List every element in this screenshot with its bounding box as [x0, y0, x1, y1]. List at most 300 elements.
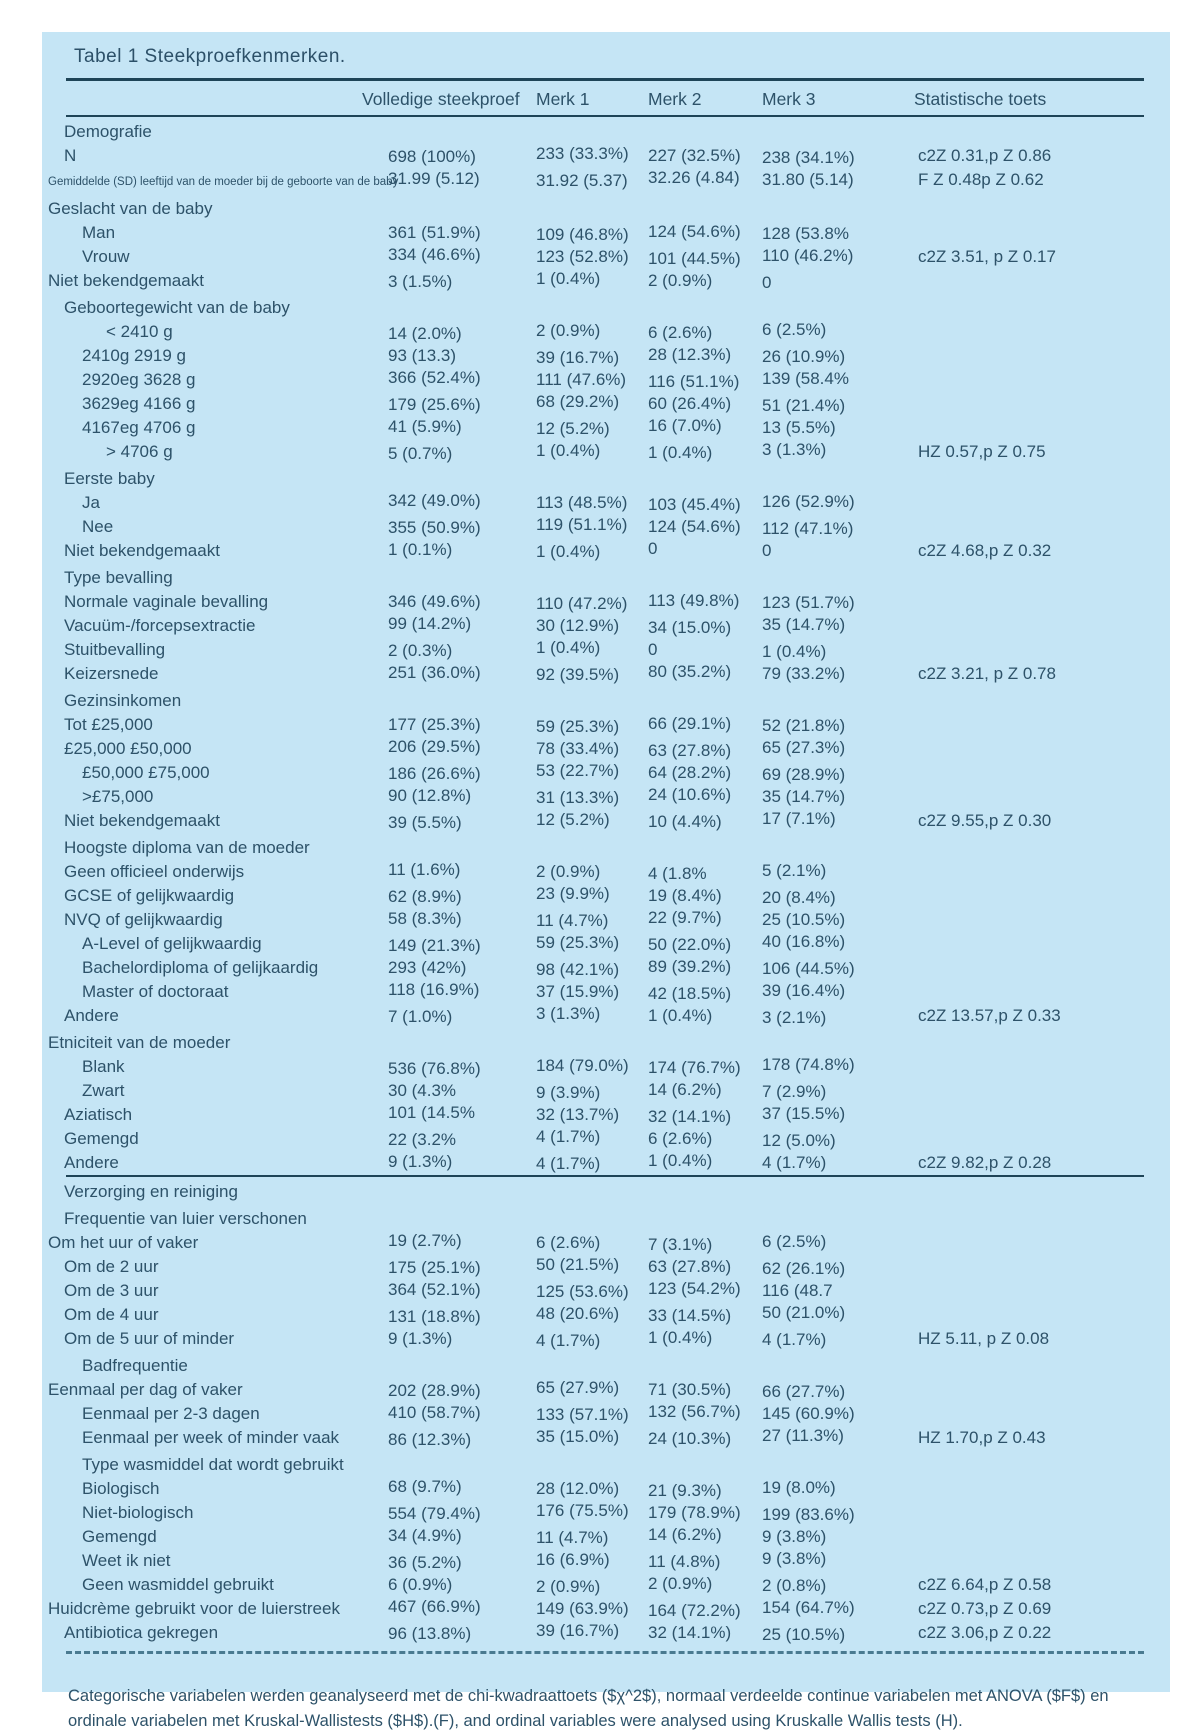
cell-value: 1 (0.4%)	[648, 1151, 713, 1170]
cell-value: 106 (44.5%)	[762, 959, 855, 978]
table-row	[42, 1573, 1170, 1597]
table-row	[42, 1402, 1170, 1426]
footnote: Categorische variabelen werden geanalyseerd met de chi-kwadraattoets ($χ^2$), normaal verdeelde continue variabelen met ANOVA ($F$) en ordinale variabelen met Kruskal-Wallistests ($H$).(F), and ordinal variables were analysed using Kruskalle Wallis tests (H).	[68, 1687, 1109, 1730]
column-header-stat: Statistische toets	[914, 89, 1047, 109]
table-row	[42, 860, 1170, 884]
row-label: 2920eg 3628 g	[82, 370, 196, 389]
row-label: 4167eg 4706 g	[82, 418, 196, 437]
row-label: Niet bekendgemaakt	[48, 271, 204, 290]
cell-value: 5 (2.1%)	[762, 861, 827, 880]
cell-value: 96 (13.8%)	[388, 1624, 472, 1643]
cell-value: 36 (5.2%)	[388, 1553, 462, 1572]
cell-stat: c2Z 3.21, p Z 0.78	[918, 664, 1056, 683]
cell-value: 9 (3.8%)	[762, 1549, 827, 1568]
table-row	[42, 221, 1170, 245]
table-row	[42, 638, 1170, 662]
row-label: Ja	[82, 493, 100, 512]
cell-value: 9 (1.3%)	[388, 1329, 453, 1348]
cell-value: 78 (33.4%)	[536, 739, 620, 758]
table-row	[42, 392, 1170, 416]
table-row	[42, 809, 1170, 833]
cell-value: 35 (14.7%)	[762, 787, 846, 806]
cell-stat: HZ 1.70,p Z 0.43	[918, 1428, 1046, 1447]
cell-value: 233 (33.3%)	[536, 144, 629, 163]
row-label: N	[64, 146, 77, 165]
table-row	[42, 1079, 1170, 1103]
table-row	[42, 1279, 1170, 1303]
cell-value: 4 (1.7%)	[536, 1127, 601, 1146]
cell-value: 118 (16.9%)	[388, 980, 480, 999]
cell-stat: HZ 5.11, p Z 0.08	[918, 1329, 1050, 1348]
cell-value: 17 (7.1%)	[762, 809, 836, 828]
cell-value: 119 (51.1%)	[536, 515, 628, 534]
cell-value: 4 (1.7%)	[536, 1331, 601, 1350]
table-row	[42, 1549, 1170, 1573]
cell-value: 342 (49.0%)	[388, 491, 481, 510]
cell-value: 35 (14.7%)	[762, 615, 846, 634]
cell-value: 21 (9.3%)	[648, 1481, 722, 1500]
cell-value: 12 (5.2%)	[536, 419, 610, 438]
cell-value: 28 (12.0%)	[536, 1479, 620, 1498]
cell-value: 58 (8.3%)	[388, 909, 462, 928]
row-label: Nee	[82, 517, 114, 536]
cell-value: 109 (46.8%)	[536, 225, 629, 244]
row-label: Andere	[64, 1006, 119, 1025]
cell-value: 178 (74.8%)	[762, 1055, 855, 1074]
section-heading: Verzorging en reiniging	[64, 1182, 238, 1201]
cell-stat: HZ 0.57,p Z 0.75	[918, 442, 1046, 461]
cell-value: 41 (5.9%)	[388, 417, 462, 436]
table-row	[42, 144, 1170, 168]
cell-value: 0	[762, 273, 772, 292]
cell-value: 0	[648, 640, 658, 659]
table-row	[42, 884, 1170, 908]
table-row	[42, 168, 1170, 194]
row-label: Eenmaal per 2-3 dagen	[82, 1404, 260, 1423]
cell-value: 1 (0.4%)	[536, 441, 601, 460]
table-row	[42, 980, 1170, 1004]
row-label: Vacuüm-/forcepsextractie	[64, 616, 256, 635]
row-label: GCSE of gelijkwaardig	[64, 886, 235, 905]
cell-value: 92 (39.5%)	[536, 665, 620, 684]
row-label: Om het uur of vaker	[48, 1233, 199, 1252]
section-heading: Etniciteit van de moeder	[48, 1033, 231, 1052]
section-heading: Demografie	[64, 122, 152, 141]
cell-value: 31.99 (5.12)	[388, 169, 480, 188]
cell-value: 14 (6.2%)	[648, 1080, 722, 1099]
cell-value: 68 (9.7%)	[388, 1477, 462, 1496]
cell-value: 116 (48.7	[762, 1281, 833, 1300]
cell-value: 202 (28.9%)	[388, 1381, 481, 1400]
cell-value: 31 (13.3%)	[536, 788, 620, 807]
cell-value: 133 (57.1%)	[536, 1405, 629, 1424]
cell-value: 139 (58.4%	[762, 369, 849, 388]
row-label: Eenmaal per dag of vaker	[48, 1380, 243, 1399]
section-heading: Hoogste diploma van de moeder	[64, 838, 310, 857]
cell-value: 65 (27.3%)	[762, 738, 846, 757]
cell-value: 11 (4.7%)	[536, 1528, 609, 1547]
row-label: Weet ik niet	[82, 1551, 171, 1570]
cell-value: 26 (10.9%)	[762, 347, 846, 366]
cell-value: 111 (47.6%)	[536, 370, 627, 389]
cell-value: 39 (16.7%)	[536, 1621, 620, 1640]
row-label: Gemengd	[82, 1527, 157, 1546]
section-row	[42, 1180, 1170, 1204]
cell-stat: c2Z 6.64,p Z 0.58	[918, 1575, 1052, 1594]
cell-value: 19 (8.0%)	[762, 1478, 836, 1497]
table-row	[42, 590, 1170, 614]
cell-value: 48 (20.6%)	[536, 1304, 620, 1323]
cell-value: 5 (0.7%)	[388, 444, 453, 463]
row-label: Om de 3 uur	[64, 1281, 159, 1300]
cell-value: 34 (4.9%)	[388, 1526, 462, 1545]
cell-value: 1 (0.4%)	[648, 443, 713, 462]
table-row	[42, 713, 1170, 737]
cell-value: 80 (35.2%)	[648, 662, 732, 681]
cell-value: 3 (1.3%)	[536, 1004, 601, 1023]
section-row	[42, 1031, 1170, 1055]
cell-value: 1 (0.4%)	[648, 1328, 713, 1347]
cell-value: 199 (83.6%)	[762, 1505, 855, 1524]
table-row	[42, 269, 1170, 293]
row-label: A-Level of gelijkwaardig	[82, 934, 262, 953]
cell-value: 51 (21.4%)	[762, 396, 846, 415]
cell-value: 6 (2.6%)	[536, 1233, 601, 1252]
cell-value: 42 (18.5%)	[648, 984, 732, 1003]
cell-value: 536 (76.8%)	[388, 1059, 481, 1078]
row-label: Gemengd	[64, 1129, 139, 1148]
table-row	[42, 1103, 1170, 1127]
cell-value: 154 (64.7%)	[762, 1598, 855, 1617]
section-row	[42, 1354, 1170, 1378]
row-label: Vrouw	[82, 247, 130, 266]
table-row	[42, 908, 1170, 932]
cell-value: 110 (47.2%)	[536, 594, 628, 613]
row-label: Niet bekendgemaakt	[64, 541, 220, 560]
table-row	[42, 368, 1170, 392]
cell-value: 410 (58.7%)	[388, 1403, 481, 1422]
cell-value: 50 (21.5%)	[536, 1255, 620, 1274]
cell-stat: F Z 0.48p Z 0.62	[918, 170, 1044, 189]
cell-value: 3 (2.1%)	[762, 1008, 827, 1027]
table-row	[42, 932, 1170, 956]
cell-value: 35 (15.0%)	[536, 1427, 620, 1446]
cell-value: 113 (48.5%)	[536, 493, 628, 512]
cell-value: 2 (0.9%)	[648, 1574, 713, 1593]
cell-value: 2 (0.9%)	[536, 862, 601, 881]
cell-stat: c2Z 4.68,p Z 0.32	[918, 541, 1052, 560]
row-label: Zwart	[82, 1081, 125, 1100]
table-row	[42, 662, 1170, 686]
cell-value: 16 (7.0%)	[648, 416, 722, 435]
cell-value: 9 (1.3%)	[388, 1152, 453, 1171]
cell-value: 86 (12.3%)	[388, 1430, 472, 1449]
cell-value: 13 (5.5%)	[762, 418, 836, 437]
cell-value: 90 (12.8%)	[388, 786, 472, 805]
table-row	[42, 1055, 1170, 1079]
cell-value: 22 (9.7%)	[648, 908, 722, 927]
cell-value: 364 (52.1%)	[388, 1280, 481, 1299]
cell-value: 184 (79.0%)	[536, 1056, 629, 1075]
cell-value: 101 (44.5%)	[648, 249, 741, 268]
cell-value: 101 (14.5%	[388, 1103, 475, 1122]
cell-value: 366 (52.4%)	[388, 368, 481, 387]
cell-value: 65 (27.9%)	[536, 1378, 620, 1397]
row-label: Om de 2 uur	[64, 1257, 159, 1276]
cell-value: 66 (29.1%)	[648, 714, 732, 733]
row-label: Huidcrème gebruikt voor de luierstreek	[48, 1599, 340, 1618]
cell-value: 128 (53.8%	[762, 224, 849, 243]
section-heading: Gezinsinkomen	[64, 691, 182, 710]
cell-value: 175 (25.1%)	[388, 1258, 481, 1277]
cell-value: 32 (14.1%)	[648, 1623, 732, 1642]
cell-value: 68 (29.2%)	[536, 392, 620, 411]
section-row	[42, 1453, 1170, 1477]
table-body	[42, 120, 1170, 1645]
table-panel	[42, 32, 1170, 1730]
table-row	[42, 1426, 1170, 1450]
cell-value: 116 (51.1%)	[648, 372, 740, 391]
table-row	[42, 1303, 1170, 1327]
cell-value: 6 (2.5%)	[762, 320, 827, 339]
table-row	[42, 956, 1170, 980]
cell-value: 4 (1.7%)	[762, 1153, 827, 1172]
row-label: < 2410 g	[106, 322, 173, 341]
cell-value: 63 (27.8%)	[648, 1257, 732, 1276]
cell-value: 206 (29.5%)	[388, 737, 481, 756]
table-row	[42, 245, 1170, 269]
cell-value: 7 (1.0%)	[388, 1007, 453, 1026]
cell-value: 50 (22.0%)	[648, 935, 732, 954]
cell-value: 31.92 (5.37)	[536, 171, 628, 190]
cell-value: 2 (0.9%)	[536, 1577, 601, 1596]
row-label: Andere	[64, 1153, 119, 1172]
table-row	[42, 320, 1170, 344]
cell-value: 40 (16.8%)	[762, 932, 846, 951]
cell-value: 123 (54.2%)	[648, 1279, 741, 1298]
cell-value: 32 (13.7%)	[536, 1105, 620, 1124]
cell-value: 33 (14.5%)	[648, 1306, 732, 1325]
section-row	[42, 1207, 1170, 1231]
cell-value: 251 (36.0%)	[388, 663, 481, 682]
cell-value: 34 (15.0%)	[648, 618, 732, 637]
section-row	[42, 836, 1170, 860]
table-row	[42, 1525, 1170, 1549]
cell-value: 9 (3.9%)	[536, 1083, 601, 1102]
cell-value: 9 (3.8%)	[762, 1527, 827, 1546]
table-title: Tabel 1 Steekproefkenmerken.	[74, 46, 346, 67]
cell-stat: c2Z 9.55,p Z 0.30	[918, 811, 1052, 830]
cell-value: 71 (30.5%)	[648, 1380, 732, 1399]
cell-value: 99 (14.2%)	[388, 614, 472, 633]
cell-stat: c2Z 3.51, p Z 0.17	[918, 247, 1056, 266]
section-heading: Geboortegewicht van de baby	[64, 298, 290, 317]
table-row	[42, 491, 1170, 515]
table-row	[42, 1597, 1170, 1621]
section-heading: Badfrequentie	[82, 1356, 188, 1375]
cell-value: 164 (72.2%)	[648, 1601, 741, 1620]
cell-value: 179 (78.9%)	[648, 1503, 741, 1522]
cell-value: 1 (0.4%)	[762, 642, 827, 661]
cell-value: 123 (52.8%)	[536, 247, 629, 266]
table-row	[42, 1378, 1170, 1402]
table-row	[42, 1255, 1170, 1279]
table-row	[42, 1501, 1170, 1525]
table-row	[42, 737, 1170, 761]
bottom-divider	[66, 1651, 1144, 1654]
row-label: Niet-biologisch	[82, 1503, 194, 1522]
table-row	[42, 1477, 1170, 1501]
cell-value: 1 (0.4%)	[536, 269, 601, 288]
cell-value: 1 (0.4%)	[648, 1006, 713, 1025]
section-row	[42, 120, 1170, 144]
section-heading: Eerste baby	[64, 469, 155, 488]
table-row	[42, 1231, 1170, 1255]
cell-value: 126 (52.9%)	[762, 492, 855, 511]
cell-value: 11 (4.8%)	[648, 1552, 721, 1571]
cell-value: 19 (8.4%)	[648, 886, 722, 905]
table-row	[42, 785, 1170, 809]
cell-value: 132 (56.7%)	[648, 1402, 741, 1421]
row-label: Om de 5 uur of minder	[64, 1329, 235, 1348]
cell-value: 149 (21.3%)	[388, 936, 481, 955]
cell-stat: c2Z 0.73,p Z 0.69	[918, 1599, 1052, 1618]
cell-value: 7 (3.1%)	[648, 1235, 713, 1254]
table-row	[42, 761, 1170, 785]
cell-value: 179 (25.6%)	[388, 395, 481, 414]
cell-value: 10 (4.4%)	[648, 812, 722, 831]
cell-value: 467 (66.9%)	[388, 1597, 481, 1616]
table-row	[42, 539, 1170, 563]
cell-value: 3 (1.5%)	[388, 272, 453, 291]
table-row	[42, 1621, 1170, 1645]
column-header-sample: Volledige steekproef	[362, 89, 520, 109]
cell-value: 22 (3.2%	[388, 1130, 457, 1149]
title-divider	[66, 78, 1144, 81]
cell-value: 6 (2.5%)	[762, 1232, 827, 1251]
cell-value: 16 (6.9%)	[536, 1550, 610, 1569]
cell-value: 69 (28.9%)	[762, 765, 846, 784]
row-label: Keizersnede	[64, 664, 159, 683]
column-header-merk2: Merk 2	[648, 89, 702, 109]
cell-value: 24 (10.6%)	[648, 785, 732, 804]
cell-value: 1 (0.4%)	[536, 542, 601, 561]
cell-value: 12 (5.0%)	[762, 1131, 836, 1150]
cell-value: 227 (32.5%)	[648, 146, 741, 165]
table-row	[42, 515, 1170, 539]
cell-value: 32.26 (4.84)	[648, 168, 740, 187]
cell-value: 14 (6.2%)	[648, 1525, 722, 1544]
table-row	[42, 344, 1170, 368]
header-divider	[66, 115, 1144, 117]
cell-value: 25 (10.5%)	[762, 910, 846, 929]
cell-value: 186 (26.6%)	[388, 764, 481, 783]
cell-value: 177 (25.3%)	[388, 715, 481, 734]
row-label: NVQ of gelijkwaardig	[64, 910, 223, 929]
section-heading: Geslacht van de baby	[48, 199, 213, 218]
cell-value: 176 (75.5%)	[536, 1501, 629, 1520]
cell-value: 113 (49.8%)	[648, 591, 740, 610]
section-heading: Frequentie van luier verschonen	[64, 1209, 307, 1228]
section-row	[42, 566, 1170, 590]
cell-value: 50 (21.0%)	[762, 1303, 846, 1322]
cell-value: 39 (16.4%)	[762, 981, 846, 1000]
row-label: Gemiddelde (SD) leeftijd van de moeder bij de geboorte van de baby	[48, 176, 399, 188]
row-label: >£75,000	[82, 787, 154, 806]
cell-value: 31.80 (5.14)	[762, 170, 854, 189]
cell-value: 7 (2.9%)	[762, 1082, 827, 1101]
cell-value: 4 (1.7%)	[762, 1330, 827, 1349]
table-row	[42, 440, 1170, 464]
section-heading: Type wasmiddel dat wordt gebruikt	[82, 1455, 344, 1474]
cell-stat: c2Z 13.57,p Z 0.33	[918, 1006, 1061, 1025]
cell-value: 110 (46.2%)	[762, 246, 854, 265]
cell-value: 11 (4.7%)	[536, 911, 609, 930]
row-label: > 4706 g	[106, 442, 173, 461]
row-label: £50,000 £75,000	[82, 763, 210, 782]
cell-stat: c2Z 3.06,p Z 0.22	[918, 1623, 1052, 1642]
cell-value: 103 (45.4%)	[648, 495, 741, 514]
cell-value: 37 (15.9%)	[536, 982, 620, 1001]
row-label: Tot £25,000	[64, 715, 153, 734]
cell-value: 52 (21.8%)	[762, 716, 846, 735]
cell-value: 59 (25.3%)	[536, 717, 620, 736]
cell-value: 25 (10.5%)	[762, 1625, 846, 1644]
section-row	[42, 197, 1170, 221]
table-row	[42, 1151, 1170, 1175]
cell-value: 112 (47.1%)	[762, 519, 854, 538]
cell-value: 24 (10.3%)	[648, 1429, 732, 1448]
table-row	[42, 614, 1170, 638]
cell-value: 63 (27.8%)	[648, 741, 732, 760]
cell-value: 361 (51.9%)	[388, 223, 481, 242]
cell-value: 98 (42.1%)	[536, 960, 620, 979]
cell-value: 2 (0.8%)	[762, 1576, 827, 1595]
cell-value: 6 (0.9%)	[388, 1575, 453, 1594]
cell-value: 66 (27.7%)	[762, 1382, 846, 1401]
cell-value: 27 (11.3%)	[762, 1426, 844, 1445]
row-label: 3629eg 4166 g	[82, 394, 196, 413]
cell-value: 30 (4.3%	[388, 1081, 457, 1100]
cell-value: 0	[648, 539, 658, 558]
section-heading: Type bevalling	[64, 568, 173, 587]
row-label: Niet bekendgemaakt	[64, 811, 220, 830]
cell-value: 334 (46.6%)	[388, 245, 481, 264]
cell-stat: c2Z 0.31,p Z 0.86	[918, 146, 1052, 165]
cell-value: 64 (28.2%)	[648, 763, 732, 782]
table-row	[42, 416, 1170, 440]
row-label: Normale vaginale bevalling	[64, 592, 269, 611]
row-label: Aziatisch	[64, 1105, 133, 1124]
cell-value: 293 (42%)	[388, 958, 467, 977]
row-label: Biologisch	[82, 1479, 160, 1498]
table-row	[42, 1127, 1170, 1151]
cell-value: 4 (1.7%)	[536, 1154, 601, 1173]
row-label: Geen officieel onderwijs	[64, 862, 245, 881]
cell-value: 53 (22.7%)	[536, 761, 620, 780]
cell-value: 149 (63.9%)	[536, 1599, 629, 1618]
cell-value: 0	[762, 541, 772, 560]
cell-value: 145 (60.9%)	[762, 1404, 855, 1423]
section-row	[42, 467, 1170, 491]
cell-value: 28 (12.3%)	[648, 345, 732, 364]
cell-value: 30 (12.9%)	[536, 616, 620, 635]
cell-value: 59 (25.3%)	[536, 933, 620, 952]
cell-value: 554 (79.4%)	[388, 1504, 481, 1523]
cell-value: 11 (1.6%)	[388, 860, 461, 879]
cell-value: 6 (2.6%)	[648, 1129, 713, 1148]
cell-value: 4 (1.8%	[648, 864, 707, 883]
